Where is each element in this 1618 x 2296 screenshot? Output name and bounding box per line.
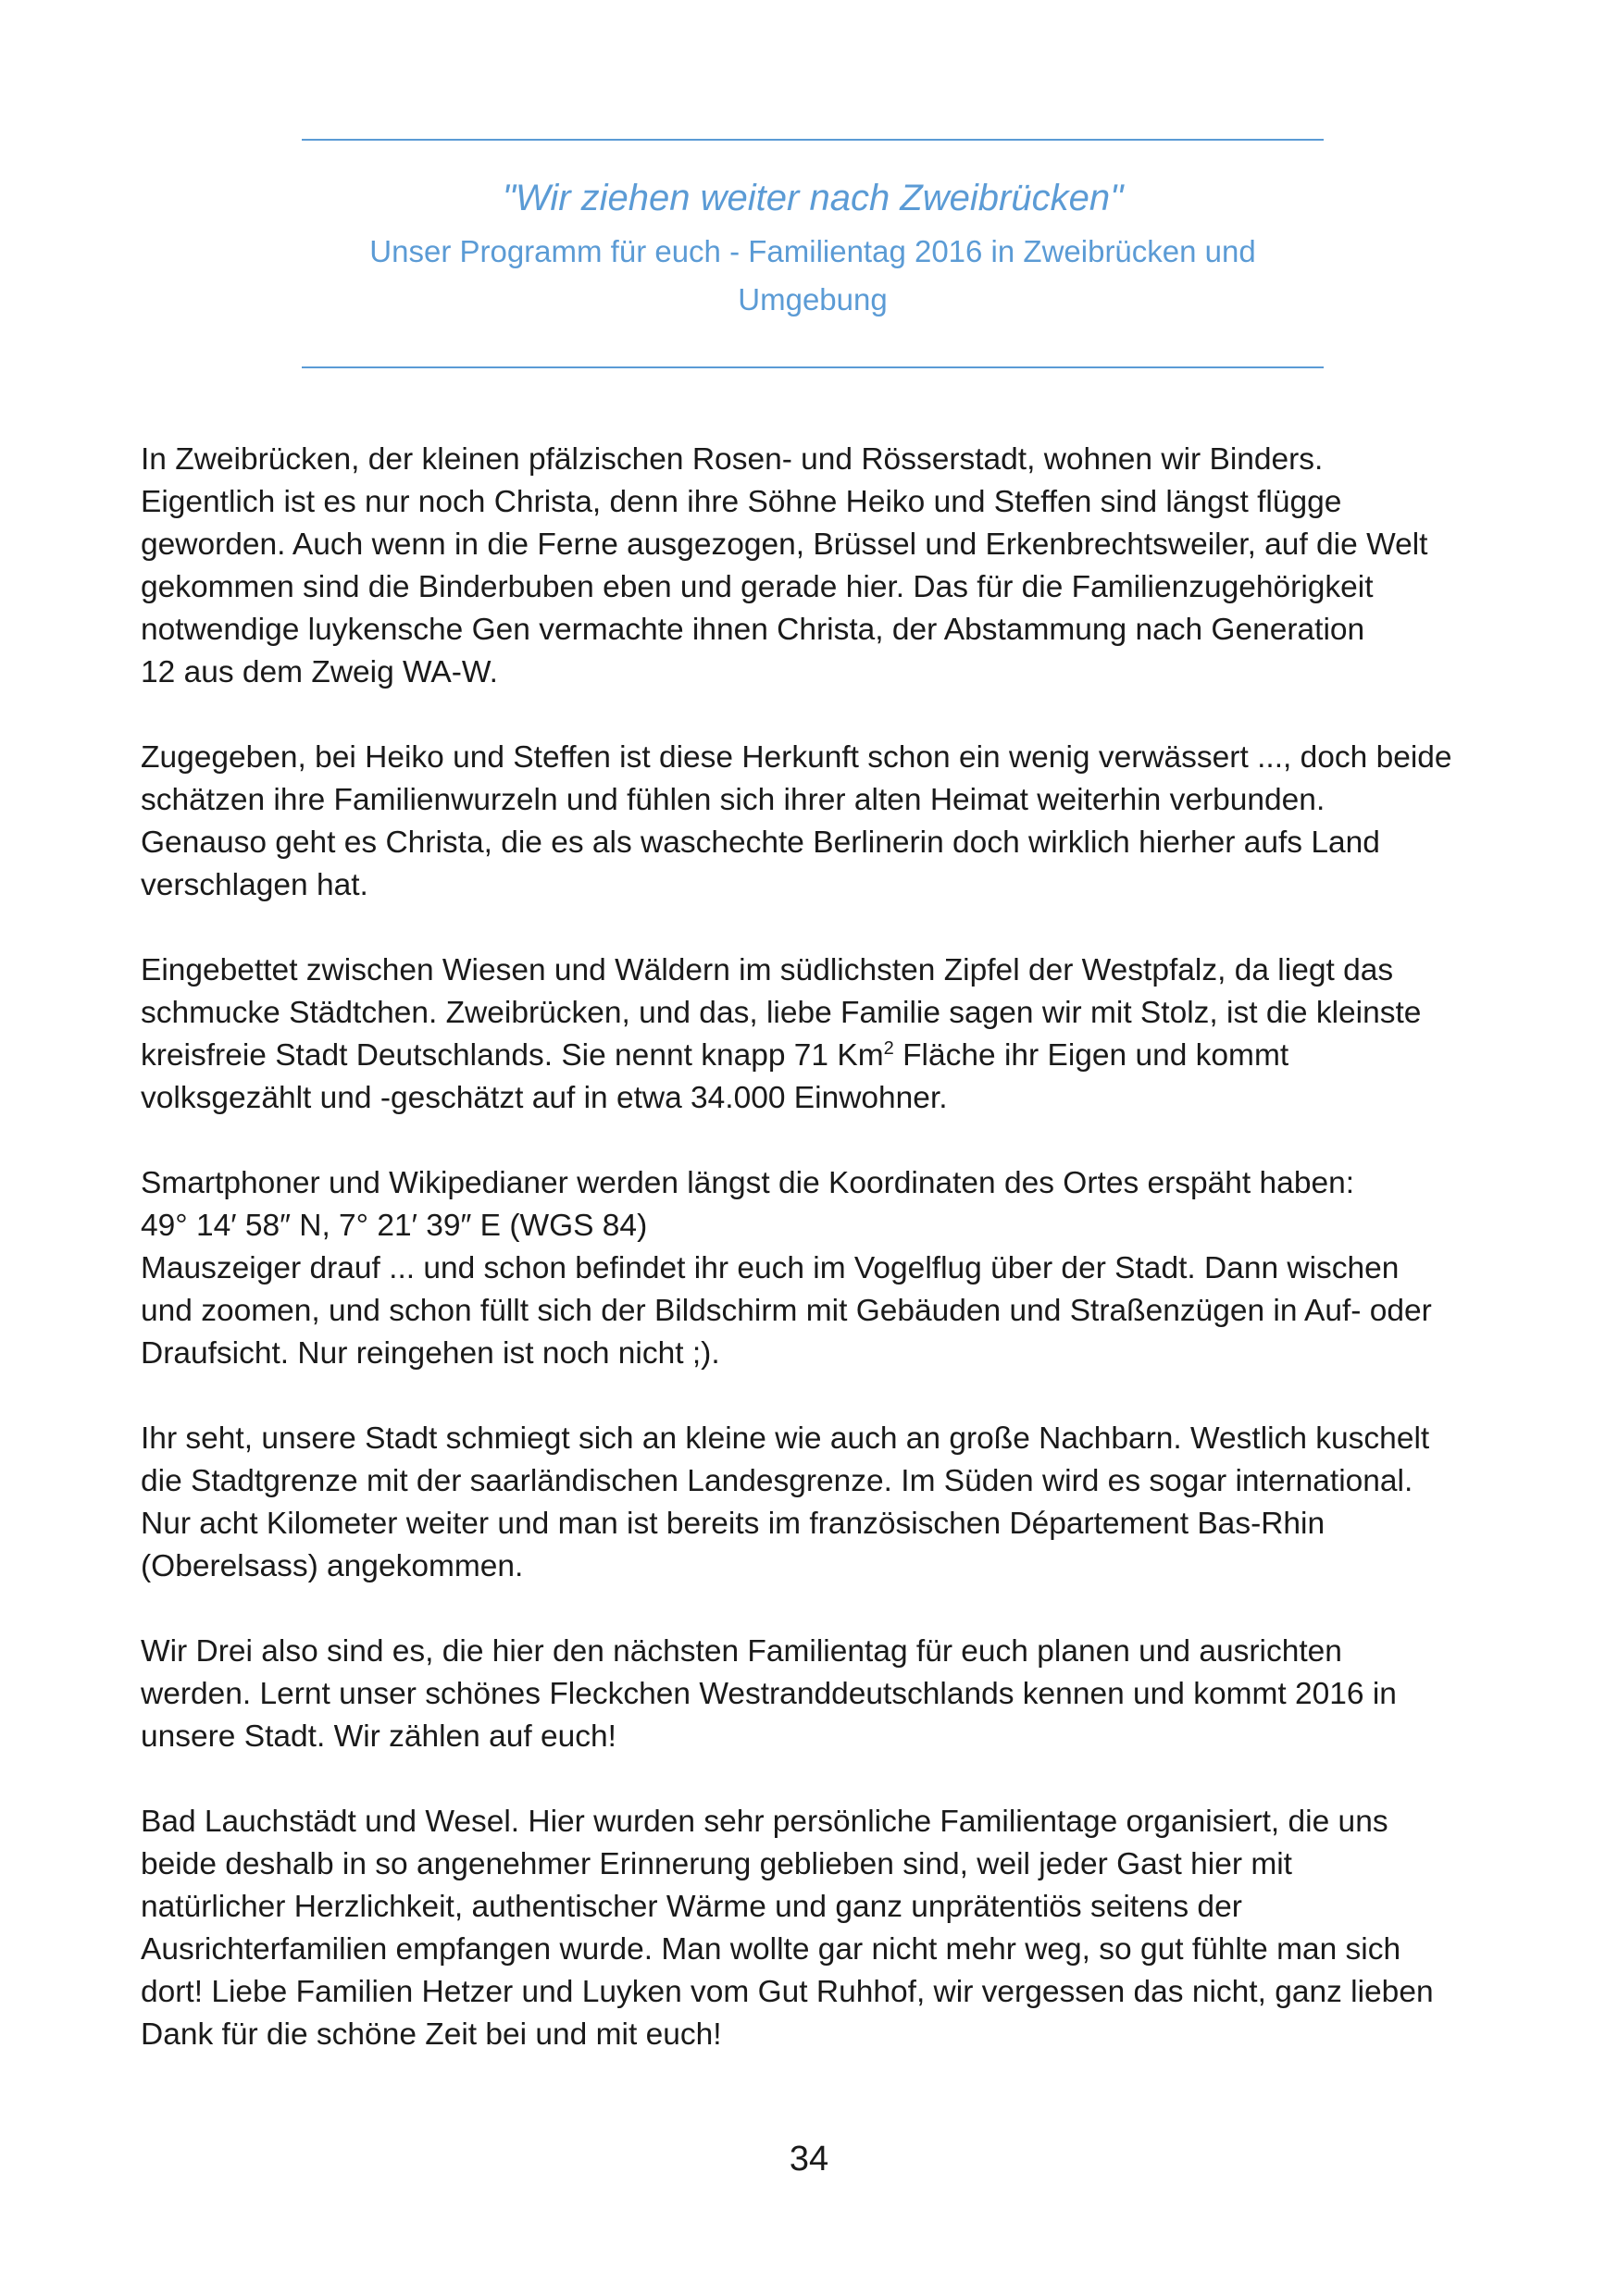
text-line: Ausrichterfamilien empfangen wurde. Man wollte gar nicht mehr weg, so gut fühlte man sich [141,1932,1401,1967]
text-line: schätzen ihre Familienwurzeln und fühlen sich ihrer alten Heimat weiterhin verbunden. [141,783,1326,817]
text-line: Eingebettet zwischen Wiesen und Wäldern im südlichsten Zipfel der Westpfalz, da liegt das [141,953,1394,987]
page-subtitle [302,228,1324,324]
text-line: Dank für die schöne Zeit bei und mit euch! [141,2017,722,2052]
text-line: geworden. Auch wenn in die Ferne ausgezogen, Brüssel und Erkenbrechtsweiler, auf die Welt [141,527,1428,562]
text-line: die Stadtgrenze mit der saarländischen Landesgrenze. Im Süden wird es sogar international. [141,1464,1413,1498]
header-top-rule [302,139,1324,141]
area-text-after: Fläche ihr Eigen und kommt [893,1038,1289,1073]
text-line: Nur acht Kilometer weiter und man ist bereits im französischen Département Bas-Rhin [141,1507,1326,1541]
subtitle-line-2: Umgebung [738,282,888,316]
text-line: Mauszeiger drauf ... und schon befindet ihr euch im Vogelflug über der Stadt. Dann wischen [141,1251,1400,1285]
text-line: Bad Lauchstädt und Wesel. Hier wurden sehr persönliche Familientage organisiert, die uns [141,1805,1388,1839]
text-line: Zugegeben, bei Heiko und Steffen ist diese Herkunft schon ein wenig verwässert ..., doch beide [141,740,1452,775]
paragraph-5 [141,1418,1492,1588]
paragraph-4 [141,1162,1492,1375]
paragraph-6 [141,1631,1492,1758]
page-number: 34 [789,2140,829,2178]
area-text-before: kreisfreie Stadt Deutschlands. Sie nennt knapp 71 Km [141,1038,884,1073]
text-line: (Oberelsass) angekommen. [141,1549,524,1583]
text-line: Ihr seht, unsere Stadt schmiegt sich an kleine wie auch an große Nachbarn. Westlich kuschelt [141,1421,1430,1456]
text-line: und zoomen, und schon füllt sich der Bildschirm mit Gebäuden und Straßenzügen in Auf- oder [141,1294,1432,1328]
area-superscript: 2 [883,1037,894,1059]
text-line: Smartphoner und Wikipedianer werden längst die Koordinaten des Ortes erspäht haben: [141,1166,1355,1200]
coordinates-line: 49° 14′ 58″ N, 7° 21′ 39″ E (WGS 84) [141,1209,648,1243]
paragraph-7 [141,1801,1492,2056]
header-bottom-rule [302,366,1324,368]
page-title: "Wir ziehen weiter nach Zweibrücken" [502,178,1124,218]
text-line: 12 aus dem Zweig WA-W. [141,655,498,689]
text-line: volksgezählt und -geschätzt auf in etwa 34.000 Einwohner. [141,1081,948,1115]
text-line: schmucke Städtchen. Zweibrücken, und das, liebe Familie sagen wir mit Stolz, ist die kleinste [141,996,1422,1030]
page-header [302,172,1324,324]
subtitle-line-1: Unser Programm für euch - Familientag 2016 in Zweibrücken und [369,234,1256,268]
text-line: Genauso geht es Christa, die es als waschechte Berlinerin doch wirklich hierher aufs Land [141,825,1380,860]
text-line: Draufsicht. Nur reingehen ist noch nicht ;). [141,1336,720,1371]
body-text [141,439,1492,2099]
paragraph-3 [141,949,1492,1120]
text-line: unsere Stadt. Wir zählen auf euch! [141,1719,616,1754]
text-line: natürlicher Herzlichkeit, authentischer Wärme und ganz unprätentiös seitens der [141,1890,1242,1924]
paragraph-2 [141,737,1492,907]
text-line: werden. Lernt unser schönes Fleckchen Westranddeutschlands kennen und kommt 2016 in [141,1677,1397,1711]
text-line: verschlagen hat. [141,868,368,902]
text-line: beide deshalb in so angenehmer Erinnerung geblieben sind, weil jeder Gast hier mit [141,1847,1292,1881]
text-line: notwendige luykensche Gen vermachte ihnen Christa, der Abstammung nach Generation [141,613,1365,647]
text-line: Eigentlich ist es nur noch Christa, denn ihre Söhne Heiko und Steffen sind längst flügge [141,485,1342,519]
text-line: In Zweibrücken, der kleinen pfälzischen Rosen- und Rösserstadt, wohnen wir Binders. [141,442,1324,477]
text-line: Wir Drei also sind es, die hier den nächsten Familientag für euch planen und ausrichten [141,1634,1342,1669]
text-line-area [141,1035,1492,1077]
text-line: gekommen sind die Binderbuben eben und gerade hier. Das für die Familienzugehörigkeit [141,570,1374,604]
paragraph-1 [141,439,1492,694]
text-line: dort! Liebe Familien Hetzer und Luyken vom Gut Ruhhof, wir vergessen das nicht, ganz lieben [141,1975,1434,2009]
